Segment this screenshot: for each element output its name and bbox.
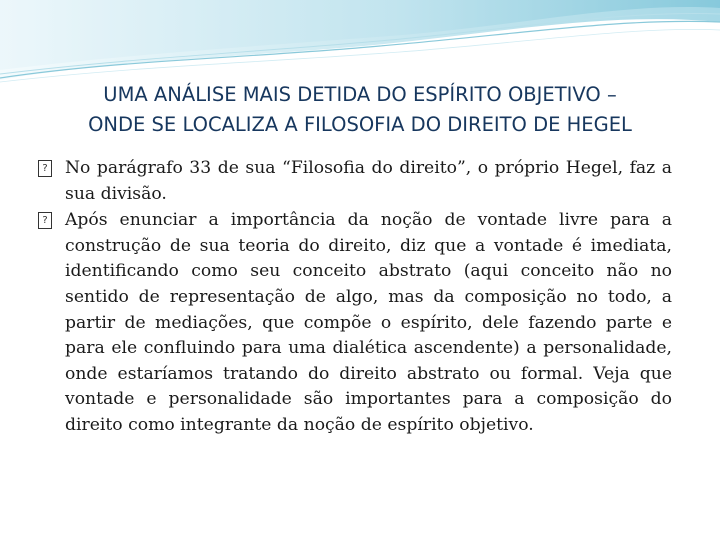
slide-title <box>20 80 700 140</box>
bullet-item <box>38 208 672 438</box>
missing-glyph-box-icon: ? <box>38 160 52 177</box>
slide-title-line-2: ONDE SE LOCALIZA A FILOSOFIA DO DIREITO DE HEGEL <box>88 113 632 136</box>
bullet-item <box>38 156 672 207</box>
bullet-text: Após enunciar a importância da noção de vontade livre para a construção de sua teoria do direito, diz que a vontade é imediata, identificando como seu conceito abstrato (aqui conceito não no sentido de representação de algo, mas da composição no todo, a partir de mediações, que compõe o espírito, dele fazendo parte e para ele confluindo para uma dialética ascendente) a personalidade, onde estaríamos tratando do direito abstrato ou formal. Veja que vontade e personalidade são importantes para a composição do direito como integrante da noção de espírito objetivo. <box>65 210 672 435</box>
missing-glyph-box-icon: ? <box>38 212 52 229</box>
bullet-text: No parágrafo 33 de sua “Filosofia do direito”, o próprio Hegel, faz a sua divisão. <box>65 158 672 204</box>
slide-body <box>38 156 672 440</box>
header-wave-decoration <box>0 0 720 90</box>
slide-title-line-1: UMA ANÁLISE MAIS DETIDA DO ESPÍRITO OBJETIVO – <box>103 83 617 106</box>
